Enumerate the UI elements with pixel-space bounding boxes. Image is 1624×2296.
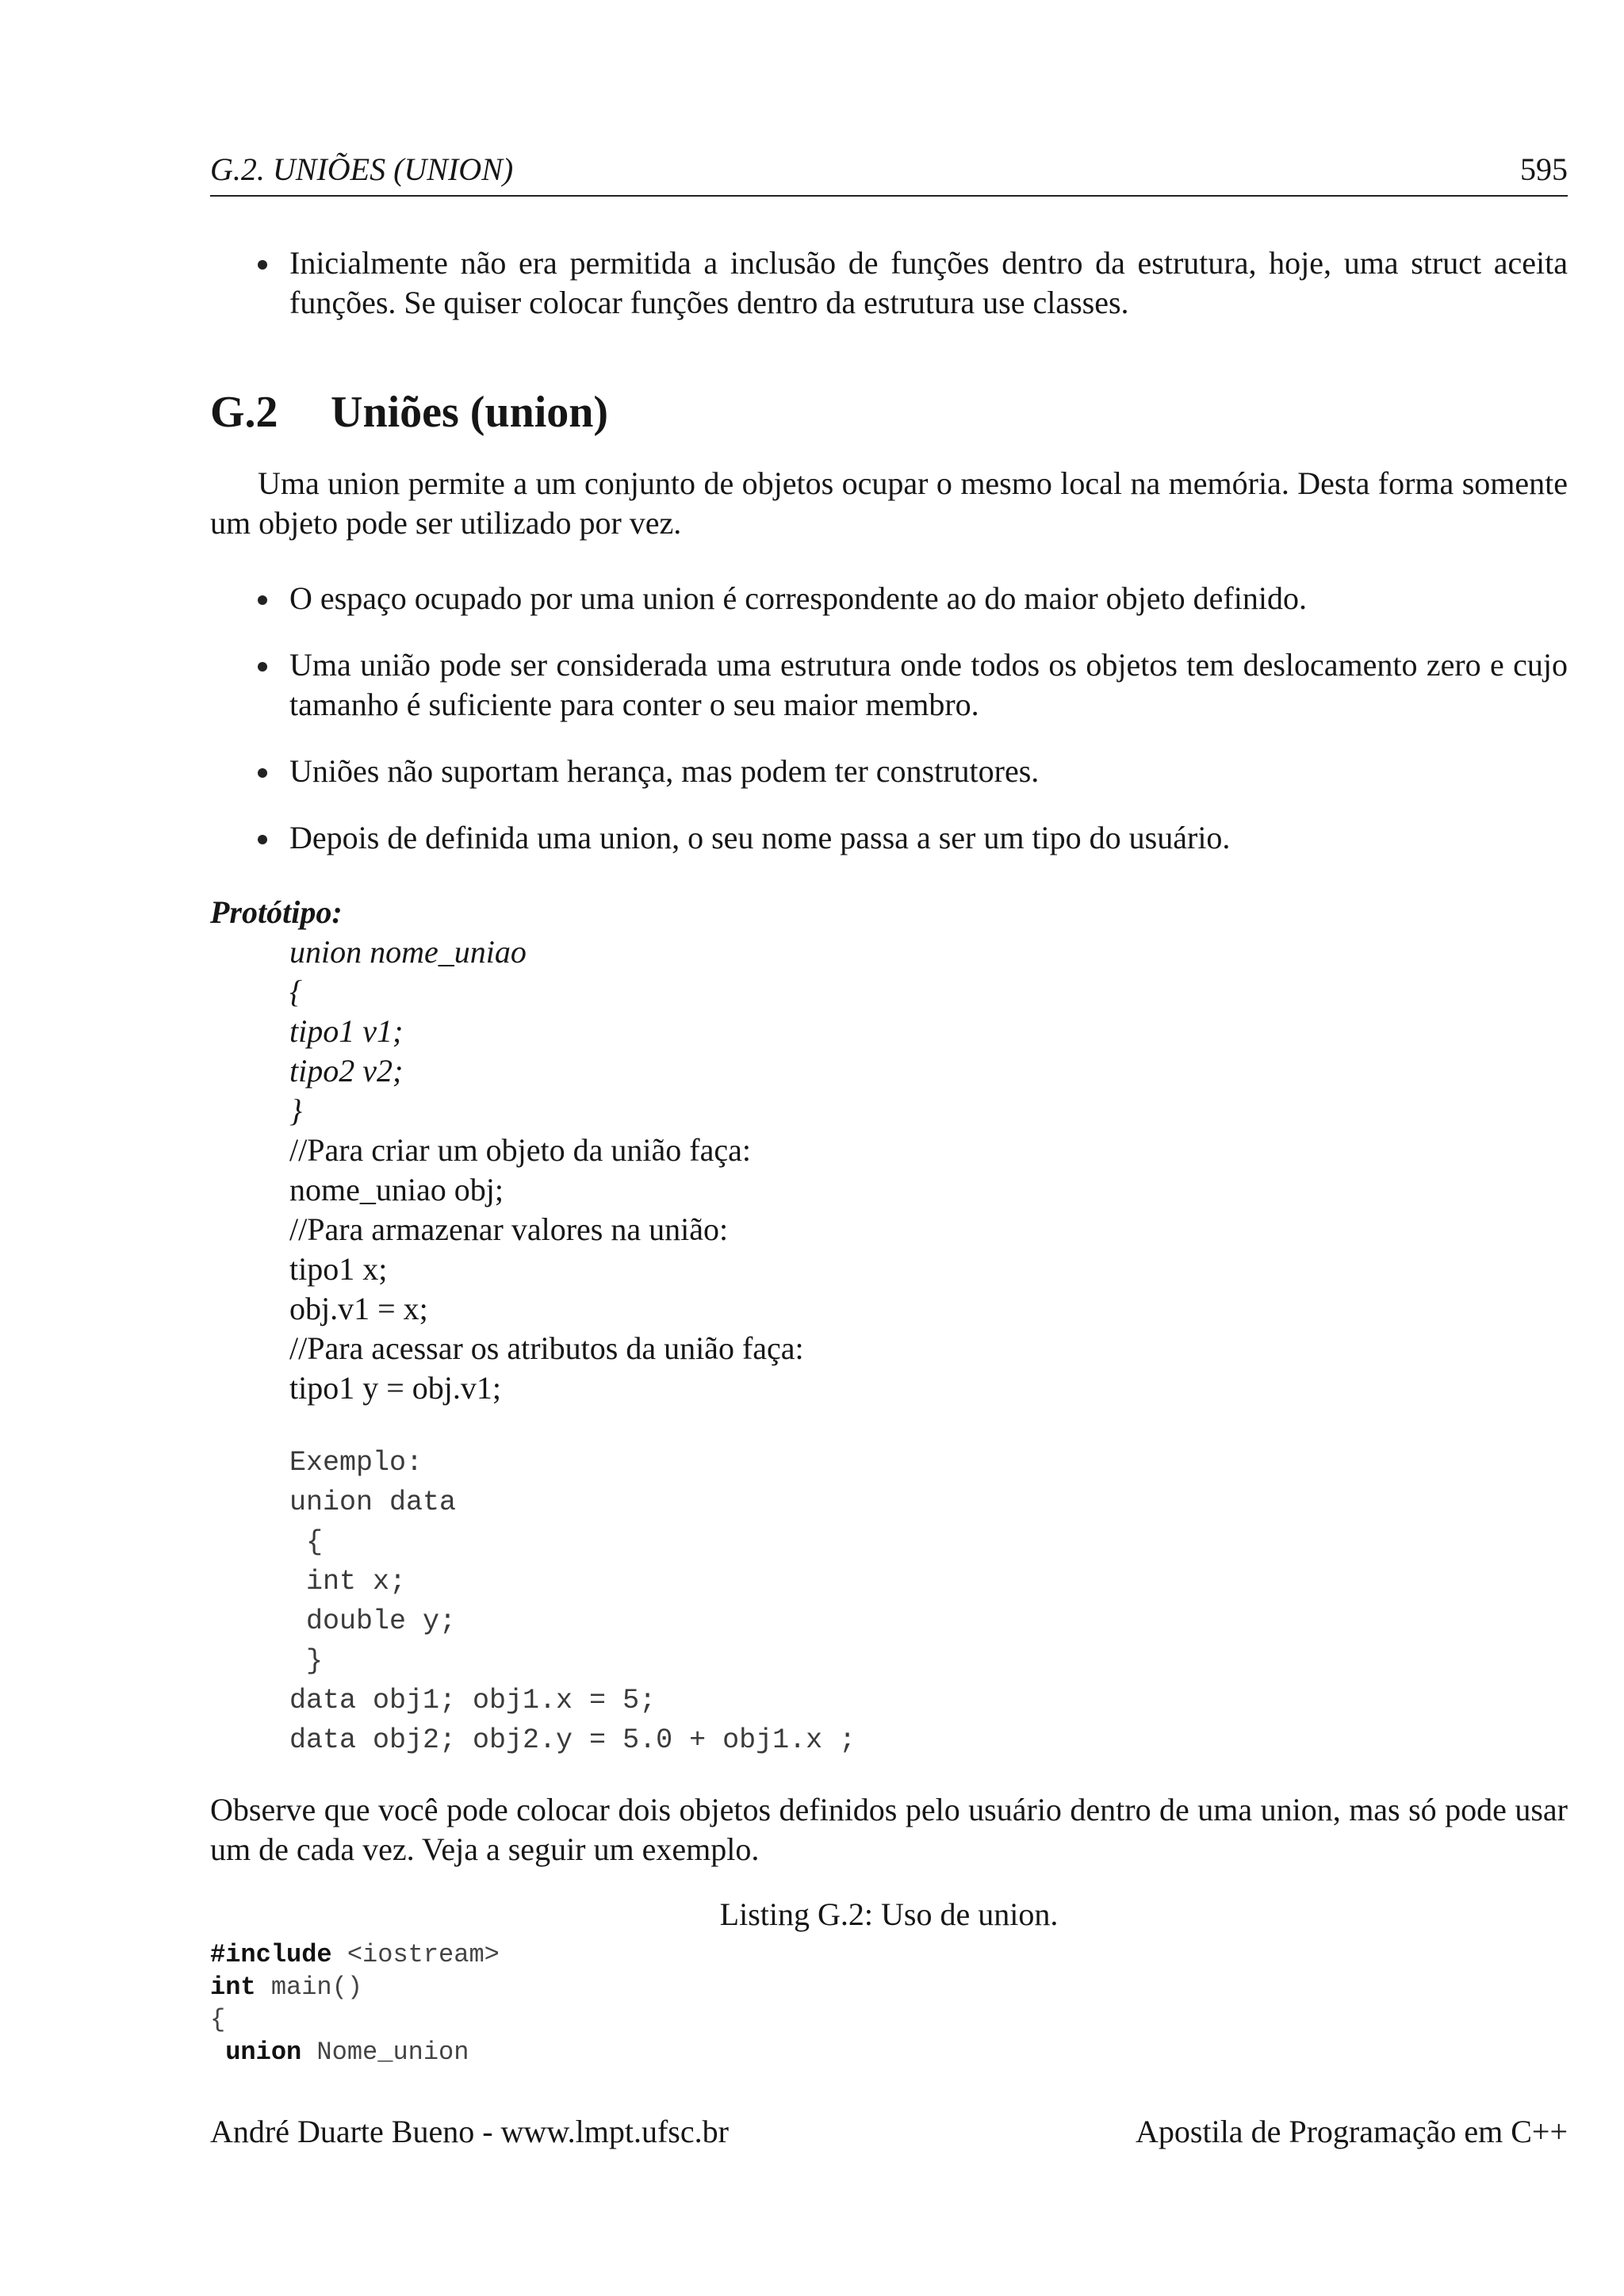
prototype-block [289, 932, 804, 1408]
page-footer [210, 2112, 1568, 2152]
prototype-line: union nome_uniao [289, 934, 527, 970]
section-heading [210, 387, 608, 438]
running-header [210, 151, 1568, 197]
code-line: } [289, 1645, 324, 1677]
observe-paragraph: Observe que você pode colocar dois objetos definidos pelo usuário dentro de uma union, mas só pode usar um de cada vez. Veja a seguir um exemplo. [210, 1792, 1568, 1867]
prototype-line: tipo2 v2; [289, 1053, 404, 1089]
list-item: Inicialmente não era permitida a inclusão de funções dentro da estrutura, hoje, uma struct aceita funções. Se quiser colocar funções dentro da estrutura use classes. [258, 243, 1568, 323]
prototype-line: tipo1 y = obj.v1; [289, 1370, 502, 1406]
code-line: Exemplo: [289, 1447, 423, 1479]
prototype-line: nome_uniao obj; [289, 1172, 504, 1207]
list-item: O espaço ocupado por uma union é correspondente ao do maior objeto definido. [258, 579, 1568, 618]
code-line [210, 1938, 500, 1971]
prototype-line: //Para criar um objeto da união faça: [289, 1132, 751, 1168]
code-text: Nome_union [301, 2038, 469, 2067]
code-line: int x; [289, 1566, 407, 1598]
code-keyword: int [210, 1973, 256, 2002]
intro-bullet-list [258, 243, 1568, 323]
intro-paragraph [210, 464, 1568, 543]
prototype-line: //Para armazenar valores na união: [289, 1211, 729, 1247]
code-line: union data [289, 1487, 457, 1518]
code-line: data obj1; obj1.x = 5; [289, 1685, 657, 1716]
listing-code-block [210, 1938, 500, 2068]
code-text: main() [255, 1973, 363, 2002]
listing-caption: Listing G.2: Uso de union. [719, 1896, 1059, 1932]
header-page-number: 595 [1520, 151, 1568, 187]
code-line: data obj2; obj2.y = 5.0 + obj1.x ; [289, 1724, 856, 1756]
prototype-label: Protótipo: [210, 894, 343, 930]
list-item: Uma união pode ser considerada uma estrutura onde todos os objetos tem deslocamento zero e cujo tamanho é suficiente para conter o seu maior membro. [258, 645, 1568, 725]
code-line [210, 2003, 500, 2036]
code-line: { [289, 1526, 324, 1558]
list-item: Depois de definida uma union, o seu nome passa a ser um tipo do usuário. [258, 818, 1568, 858]
prototype-line: obj.v1 = x; [289, 1291, 428, 1326]
code-line [210, 1971, 500, 2003]
section-title: Uniões (union) [331, 388, 609, 437]
paragraph-text: Uma union permite a um conjunto de objetos ocupar o mesmo local na memória. Desta forma somente um objeto pode ser utilizado por vez. [210, 465, 1568, 541]
section-number: G.2 [210, 388, 278, 437]
prototype-line: tipo1 v1; [289, 1013, 404, 1049]
code-line: double y; [289, 1605, 457, 1637]
footer-author: André Duarte Bueno - www.lmpt.ufsc.br [210, 2114, 729, 2149]
code-text: <iostream> [331, 1940, 500, 1969]
prototype-line: } [289, 1093, 302, 1128]
code-keyword: union [210, 2038, 302, 2067]
header-section-title: G.2. UNIÕES (UNION) [210, 151, 514, 187]
prototype-line: tipo1 x; [289, 1251, 388, 1287]
code-line [210, 2036, 500, 2068]
code-text: { [210, 2005, 226, 2034]
example-code-block [289, 1443, 856, 1760]
code-keyword: #include [210, 1940, 332, 1969]
list-item: Uniões não suportam herança, mas podem ter construtores. [258, 752, 1568, 791]
footer-book-title: Apostila de Programação em C++ [1136, 2114, 1568, 2149]
union-properties-list [258, 579, 1568, 858]
prototype-line: { [289, 974, 302, 1009]
prototype-line: //Para acessar os atributos da união faça: [289, 1330, 804, 1366]
